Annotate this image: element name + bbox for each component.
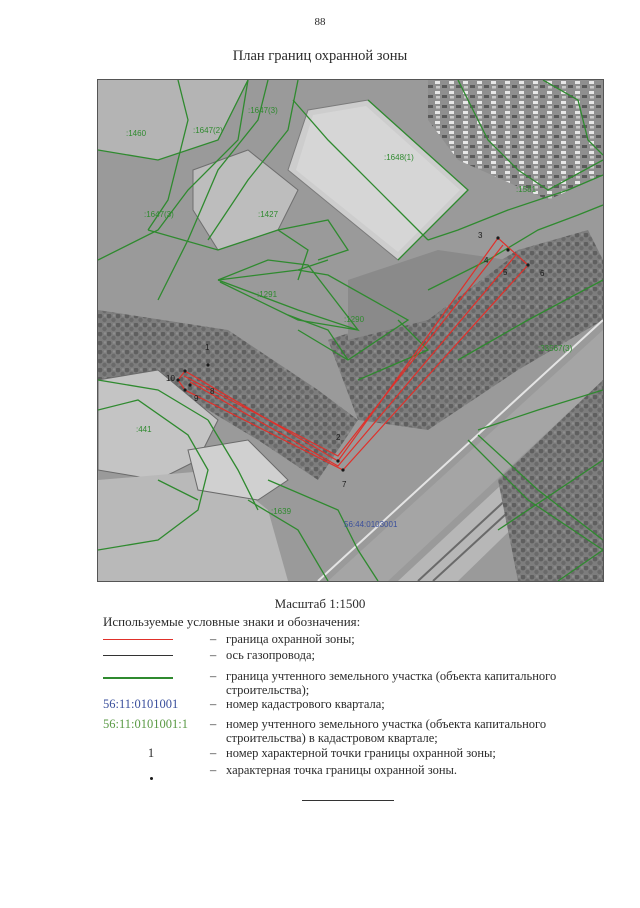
- parcel-label: :1427: [258, 210, 279, 219]
- legend-parcel-code: 56:11:0101001:1: [103, 717, 188, 731]
- parcel-label: :33567(3): [538, 344, 573, 353]
- legend-desc: характерная точка границы охранной зоны.: [226, 763, 458, 777]
- legend-point-number: 1: [147, 746, 155, 760]
- point-label-4: 4: [484, 256, 489, 265]
- parcel-label: :1460: [126, 129, 147, 138]
- cadastral-map: [97, 79, 604, 582]
- legend-dash: –: [210, 697, 217, 711]
- legend-dash: –: [210, 648, 217, 662]
- legend-point-dot: [103, 769, 199, 783]
- parcel-label: :1647(3): [248, 106, 278, 115]
- page-number: 88: [314, 16, 326, 28]
- map-svg: [98, 80, 603, 581]
- parcel-label: :1581: [516, 185, 537, 194]
- parcel-label: :1639: [271, 507, 292, 516]
- legend-desc: номер учтенного земельного участка (объекта капитального строительства) в кадастровом квартале;: [226, 717, 547, 745]
- parcel-label: :1291: [257, 290, 278, 299]
- legend-green-line: [103, 677, 173, 679]
- legend-dash: –: [210, 669, 217, 683]
- legend-black-line: [103, 655, 173, 656]
- legend-desc: граница охранной зоны;: [226, 632, 355, 646]
- parcel-label: :1648(1): [384, 153, 414, 162]
- point-label-10: 10: [166, 374, 175, 383]
- legend-dash: –: [210, 717, 217, 731]
- point-label-7: 7: [342, 480, 347, 489]
- quarter-label: 56:44:0103001: [344, 520, 398, 529]
- legend-desc: ось газопровода;: [226, 648, 316, 662]
- point-label-9: 9: [194, 394, 199, 403]
- legend-desc: граница учтенного земельного участка (объекта капитального строительства);: [226, 669, 557, 697]
- point-label-2: 2: [336, 433, 341, 442]
- parcel-label: :1647(3): [144, 210, 174, 219]
- legend-dash: –: [210, 746, 217, 760]
- point-label-3: 3: [478, 231, 483, 240]
- point-label-5: 5: [503, 268, 508, 277]
- legend-dash: –: [210, 763, 217, 777]
- parcel-label: :441: [136, 425, 152, 434]
- page-title: План границ охранной зоны: [232, 48, 408, 64]
- parcel-label: :1647(2): [193, 126, 223, 135]
- legend-heading: Используемые условные знаки и обозначения:: [103, 614, 361, 629]
- legend-desc: номер характерной точки границы охранной зоны;: [226, 746, 496, 760]
- parcel-label: :1290: [344, 315, 365, 324]
- point-label-6: 6: [540, 269, 545, 278]
- footer-rule: [302, 800, 394, 801]
- legend-desc: номер кадастрового квартала;: [226, 697, 385, 711]
- point-label-8: 8: [210, 387, 215, 396]
- legend-red-line: [103, 639, 173, 640]
- legend-quarter-code: 56:11:0101001: [103, 697, 179, 711]
- point-label-1: 1: [205, 343, 210, 352]
- legend-dash: –: [210, 632, 217, 646]
- scale-label: Масштаб 1:1500: [274, 596, 366, 611]
